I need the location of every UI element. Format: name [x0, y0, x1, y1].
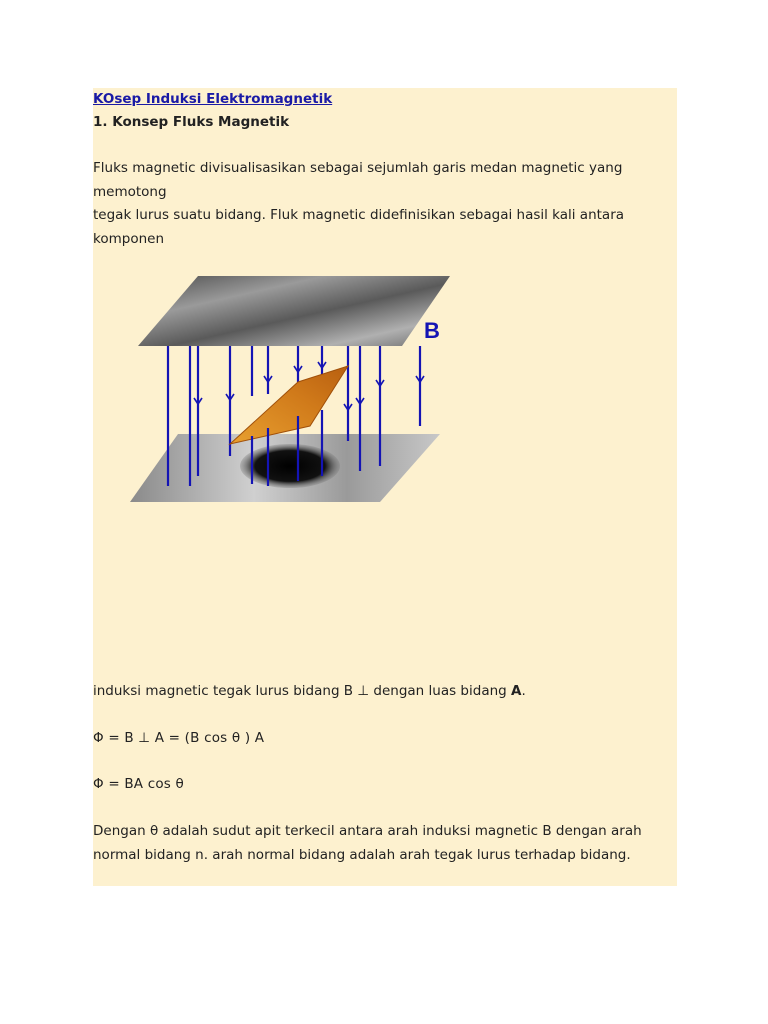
paragraph-2-prefix: induksi magnetic tegak lurus bidang B ⊥ dengan luas bidang [93, 683, 512, 699]
field-label-b: B [424, 318, 440, 343]
plate-shadow [240, 444, 340, 488]
top-plane [138, 276, 450, 346]
magnetic-flux-figure [130, 276, 452, 504]
paragraph-2-bold: A [511, 683, 522, 699]
equation-1: Φ = B ⊥ A = (B cos θ ) A [93, 730, 265, 746]
paragraph-1-line-3: tegak lurus suatu bidang. Fluk magnetic didefinisikan sebagai hasil kali antara [93, 207, 625, 223]
equation-2: Φ = BA cos θ [93, 776, 184, 792]
paragraph-1-line-4: komponen [93, 231, 164, 247]
paragraph-1-line-1: Fluks magnetic divisualisasikan sebagai sejumlah garis medan magnetic yang [93, 160, 623, 176]
paragraph-3-line-2: normal bidang n. arah normal bidang adalah arah tegak lurus terhadap bidang. [93, 847, 631, 863]
tilted-area-plate [230, 366, 348, 444]
paragraph-2 [93, 680, 526, 703]
section-heading: 1. Konsep Fluks Magnetik [93, 114, 290, 130]
paragraph-1-line-2: memotong [93, 184, 167, 200]
paragraph-2-suffix: . [521, 683, 526, 699]
title-link[interactable]: KOsep Induksi Elektromagnetik [93, 91, 333, 107]
paragraph-3-line-1: Dengan θ adalah sudut apit terkecil antara arah induksi magnetic B dengan arah [93, 823, 642, 839]
